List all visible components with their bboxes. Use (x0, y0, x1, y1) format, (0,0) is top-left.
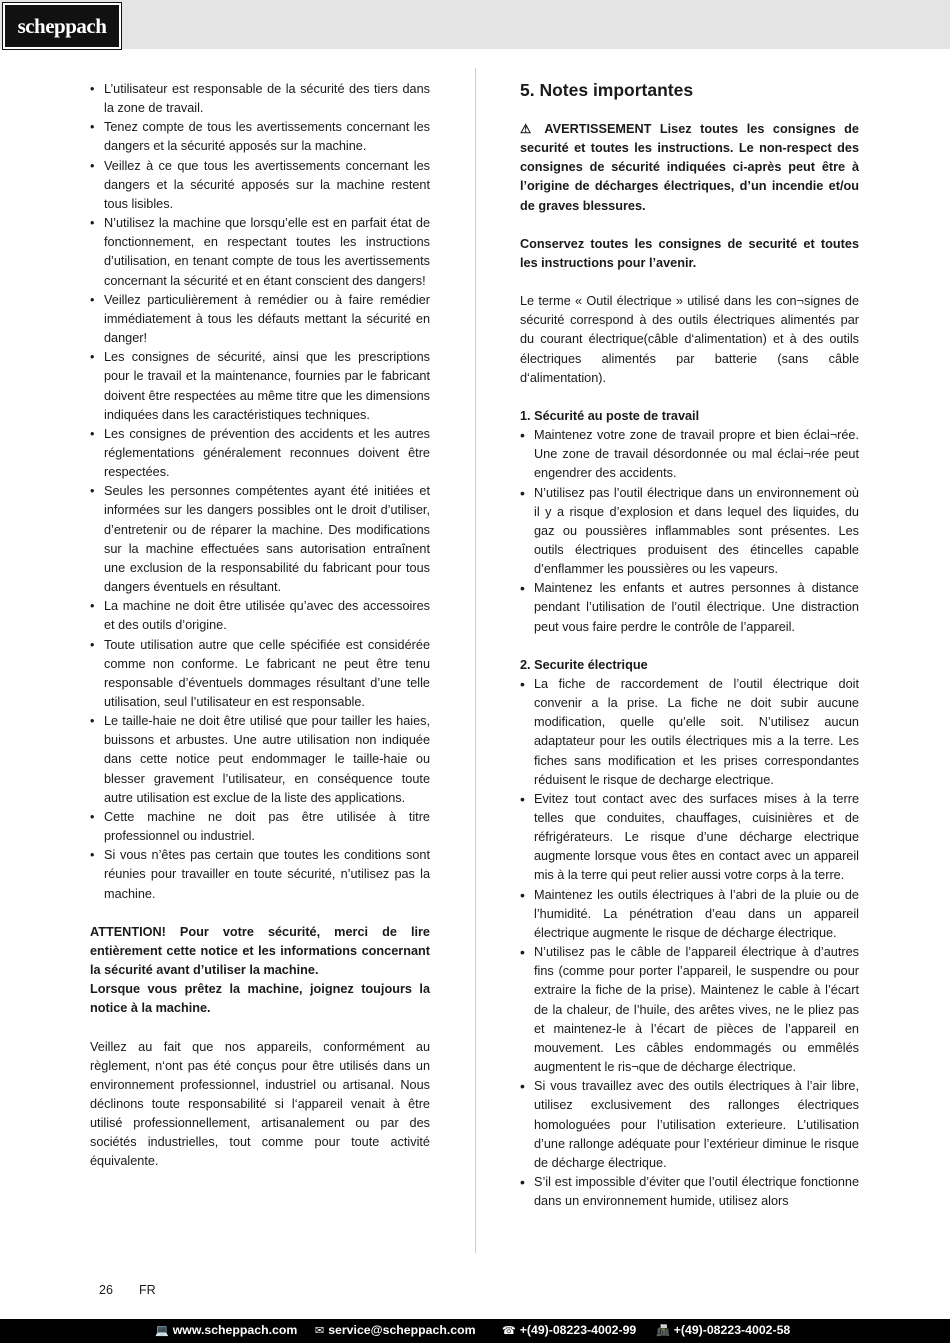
column-divider (475, 68, 476, 1253)
list-item: • Les consignes de sécurité, ainsi que les prescriptions pour le travail et la maintenance, fournies par le fabricant doivent être respectées au même titre que les dimensions indiquées dans les caractéristiques techniques. (90, 348, 430, 425)
section-heading: 5. Notes importantes (520, 80, 694, 100)
page-number: 26 (99, 1283, 113, 1297)
electrical-safety-list (520, 675, 859, 1211)
list-item: • Les consignes de prévention des accidents et les autres réglementations généralement reconnues doivent être respectées. (90, 425, 430, 482)
list-item: • Veillez particulièrement à remédier ou à faire remédier immédiatement à tous les défauts mettant la sécurité en danger! (90, 291, 430, 348)
subsection-title-electrical: 2. Securite électrique (520, 657, 648, 672)
footer-fax: 📠 +(49)-08223-4002-58 (656, 1323, 791, 1337)
list-item: • Veillez à ce que tous les avertissements concernant les dangers et la sécurité apposés sur la machine restent tous lisibles. (90, 157, 430, 214)
left-column (90, 80, 430, 1172)
list-item: • La machine ne doit être utilisée qu’avec des accessoires et des outils d’origine. (90, 597, 430, 635)
brand-logo: scheppach (3, 3, 121, 49)
list-item: • N’utilisez la machine que lorsqu’elle est en parfait état de fonctionnement, en respectant toutes les instructions d’utilisation, en tenant compte de tous les avertissements concernant la sécurité et en étant conscient des dangers! (90, 214, 430, 291)
safety-list (90, 80, 430, 904)
list-item: • Cette machine ne doit pas être utilisée à titre professionnel ou industriel. (90, 808, 430, 846)
list-item: • Le taille-haie ne doit être utilisé que pour tailler les haies, buissons et arbustes. Une autre utilisation non indiquée dans cette notice peut endommager le taille-haie ou blesser gravement l’utilisateur, en conséquence toute autre utilisation est exclue de la liste des applications. (90, 712, 430, 808)
list-item: • Si vous travaillez avec des outils électriques à l’air libre, utilisez exclusivement des rallonges électriques homologuées pour l’utilisation exterieure. L’utilisation d’une rallonge adéquate pour l’extérieur diminue le risque de décharge électrique. (520, 1077, 859, 1173)
footer-website[interactable]: 💻 www.scheppach.com (155, 1323, 298, 1337)
computer-icon: 💻 (155, 1324, 169, 1337)
attention-paragraph: ATTENTION! Pour votre sécurité, merci de lire entièrement cette notice et les informations concernant la sécurité avant d’utiliser la machine. (90, 924, 430, 978)
list-item: • Toute utilisation autre que celle spécifiée est considérée comme non conforme. Le fabricant ne peut être tenu responsable d’éventuels dommages résultant d’une telle utilisation, seul l’utilisateur en est responsable. (90, 636, 430, 713)
keep-instructions-paragraph: Conservez toutes les consignes de securité et toutes les instructions pour l’avenir. (520, 236, 859, 270)
contact-footer (0, 1319, 950, 1343)
language-code: FR (139, 1283, 156, 1297)
header-bar (0, 0, 950, 49)
list-item: • L’utilisateur est responsable de la sécurité des tiers dans la zone de travail. (90, 80, 430, 118)
list-item: • S’il est impossible d’éviter que l’outil électrique fonctionne dans un environnement humide, utilisez alors (520, 1173, 859, 1211)
fax-icon: 📠 (656, 1324, 670, 1337)
list-item: • N’utilisez pas le câble de l’appareil électrique à d’autres fins (comme pour porter l’appareil, le suspendre ou pour extraire la fiche de la prise). Maintenez le cable à l’écart de la chaleur, de l’huile, des arêtes vives, ne le pliez pas et maintenez-le à l’écart de pièces de l’appareil en mouvement. Les câbles endommagés ou emmêlés augmentent le ris¬que de décharge électrique. (520, 943, 859, 1077)
list-item: • Tenez compte de tous les avertissements concernant les dangers et la sécurité apposés sur la machine. (90, 118, 430, 156)
attention-lend-paragraph: Lorsque vous prêtez la machine, joignez toujours la notice à la machine. (90, 982, 430, 1016)
subsection-title-workplace: 1. Sécurité au poste de travail (520, 408, 700, 423)
phone-icon: ☎ (502, 1324, 516, 1337)
list-item: • N’utilisez pas l’outil électrique dans un environnement où il y a risque d’explosion et dans lequel des liquides, du gaz ou poussières inflammables sont présentes. Les outils électriques produisent des étincelles capable d’enflammer les poussières ou les vapeurs. (520, 484, 859, 580)
mail-icon: ✉ (315, 1324, 325, 1337)
workplace-safety-list (520, 426, 859, 637)
list-item: • Maintenez les enfants et autres personnes à distance pendant l’utilisation de l’outil électrique. Une distraction peut vous faire perdre le contrôle de l’appareil. (520, 579, 859, 636)
right-column (520, 80, 859, 1211)
list-item: • Maintenez les outils électriques à l’abri de la pluie ou de l’humidité. La pénétration d’eau dans un appareil électrique augmente le risque de décharge électrique. (520, 886, 859, 943)
intro-paragraph: Le terme « Outil électrique » utilisé dans les con¬signes de sécurité correspond à des outils électriques alimentés par du courant électrique(câble d‘alimentation) et à des outils électriques alimentés par batterie (sans câble d‘alimentation). (520, 294, 859, 385)
footer-email[interactable]: ✉ service@scheppach.com (315, 1323, 476, 1337)
list-item: • Seules les personnes compétentes ayant été initiées et informées sur les dangers possibles ont le droit d’utiliser, d’entretenir ou de réparer la machine. Des modifications sur la machine effectuées sans autorisation entraînent une exclusion de la responsabilité du fabricant pour tous dangers éventuels en résultant. (90, 482, 430, 597)
footer-phone: ☎ +(49)-08223-4002-99 (502, 1323, 637, 1337)
list-item: • Si vous n’êtes pas certain que toutes les conditions sont réunies pour travailler en toute sécurité, n’utilisez pas la machine. (90, 846, 430, 903)
warning-paragraph: ⚠ AVERTISSEMENT Lisez toutes les consignes de securité et toutes les instructions. Le non-respect des consignes de sécurité indiquées ci-après peut être à l’origine de décharges électriques, d’un incendie et/ou de graves blessures. (520, 122, 859, 213)
list-item: • Maintenez votre zone de travail propre et bien éclai¬rée. Une zone de travail désordonnée ou mal éclai¬rée peut engendrer des accidents. (520, 426, 859, 483)
list-item: • Evitez tout contact avec des surfaces mises à la terre telles que conduites, chauffages, cuisinières et de réfrigérateurs. Le risque d’une décharge electrique augmente lorsque vous êtes en contact avec un appareil mis à la terre qui peut relier aussi votre corps à la terre. (520, 790, 859, 886)
list-item: • La fiche de raccordement de l’outil électrique doit convenir a la prise. La fiche ne doit subir aucune modification, quelle qu’elle soit. N’utilisez aucun adaptateur pour les outils électriques mis a la terre. Les fiches sans modification et les prises correspondantes réduisent le risque de decharge electrique. (520, 675, 859, 790)
usage-disclaimer: Veillez au fait que nos appareils, conformément au règlement, n‘ont pas été conçus pour être utilisés dans un environnement professionnel, industriel ou artisanal. Nous déclinons toute responsabilité si l‘appareil venait à être utilisé professionnellement, artisanalement ou par des sociétés industrielles, tout comme pour toute activité équivalente. (90, 1039, 430, 1169)
